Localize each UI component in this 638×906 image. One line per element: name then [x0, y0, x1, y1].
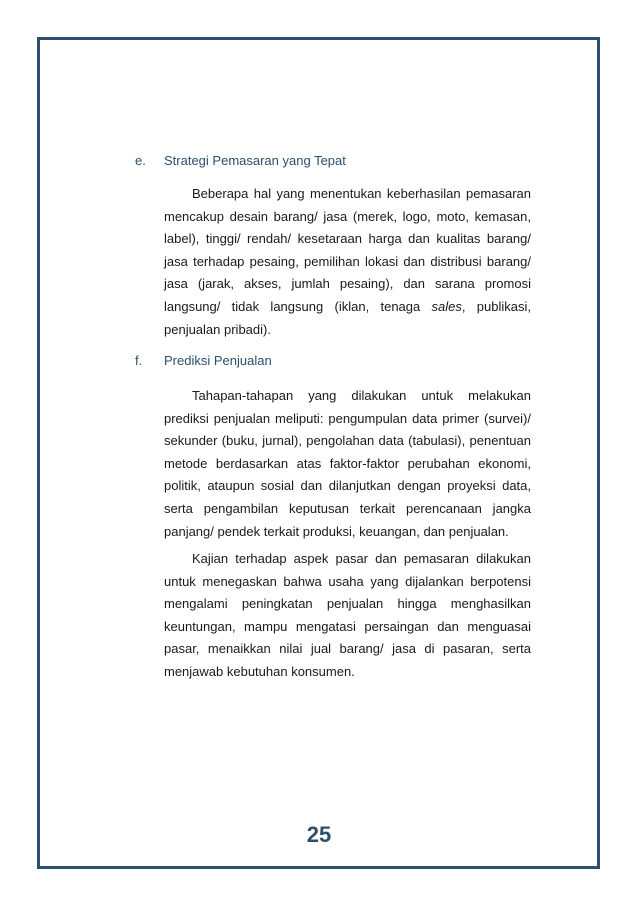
paragraph-text: Beberapa hal yang menentukan keberhasilan pemasaran mencakup desain barang/ jasa (merek, logo, moto, kemasan, label), tinggi/ rendah/ kesetaraan harga dan kualitas barang/ jasa terhadap pesaing, pemilihan lokasi dan distribusi barang/ jasa (jarak, akses, jumlah pesaing), dan sarana promosi langsung/ tidak langsung (iklan, tenaga: [164, 186, 531, 314]
paragraph-text: Kajian terhadap aspek pasar dan pemasaran dilakukan untuk menegaskan bahwa usaha yang dijalankan berpotensi mengalami peningkatan penjualan hingga menghasilkan keuntungan, mampu mengatasi persaingan dan menguasai pasar, menaikkan nilai jual barang/ jasa di pasaran, serta menjawab kebutuhan konsumen.: [164, 551, 531, 679]
paragraph-text: Tahapan-tahapan yang dilakukan untuk melakukan prediksi penjualan meliputi: pengumpulan data primer (survei)/ sekunder (buku, jurnal), pengolahan data (tabulasi), penentuan metode berdasarkan atas faktor-faktor perubahan ekonomi, politik, ataupun sosial dan dilanjutkan dengan proyeksi data, serta pengambilan keputusan terkait perencanaan jangka panjang/ pendek terkait produksi, keuangan, dan penjualan.: [164, 388, 531, 539]
paragraph-text: , publikasi, penjualan pribadi).: [164, 298, 531, 337]
section-marker: f.: [135, 353, 143, 368]
page-number: 25: [306, 822, 332, 847]
section-title: Prediksi Penjualan: [164, 353, 272, 368]
paragraph-sales-prediction: [164, 385, 531, 543]
section-title: Strategi Pemasaran yang Tepat: [164, 153, 346, 168]
paragraph-marketing-strategy: [164, 183, 531, 341]
section-marker: e.: [135, 153, 146, 168]
paragraph-italic-text: sales: [431, 298, 462, 314]
paragraph-market-analysis: [164, 548, 531, 684]
